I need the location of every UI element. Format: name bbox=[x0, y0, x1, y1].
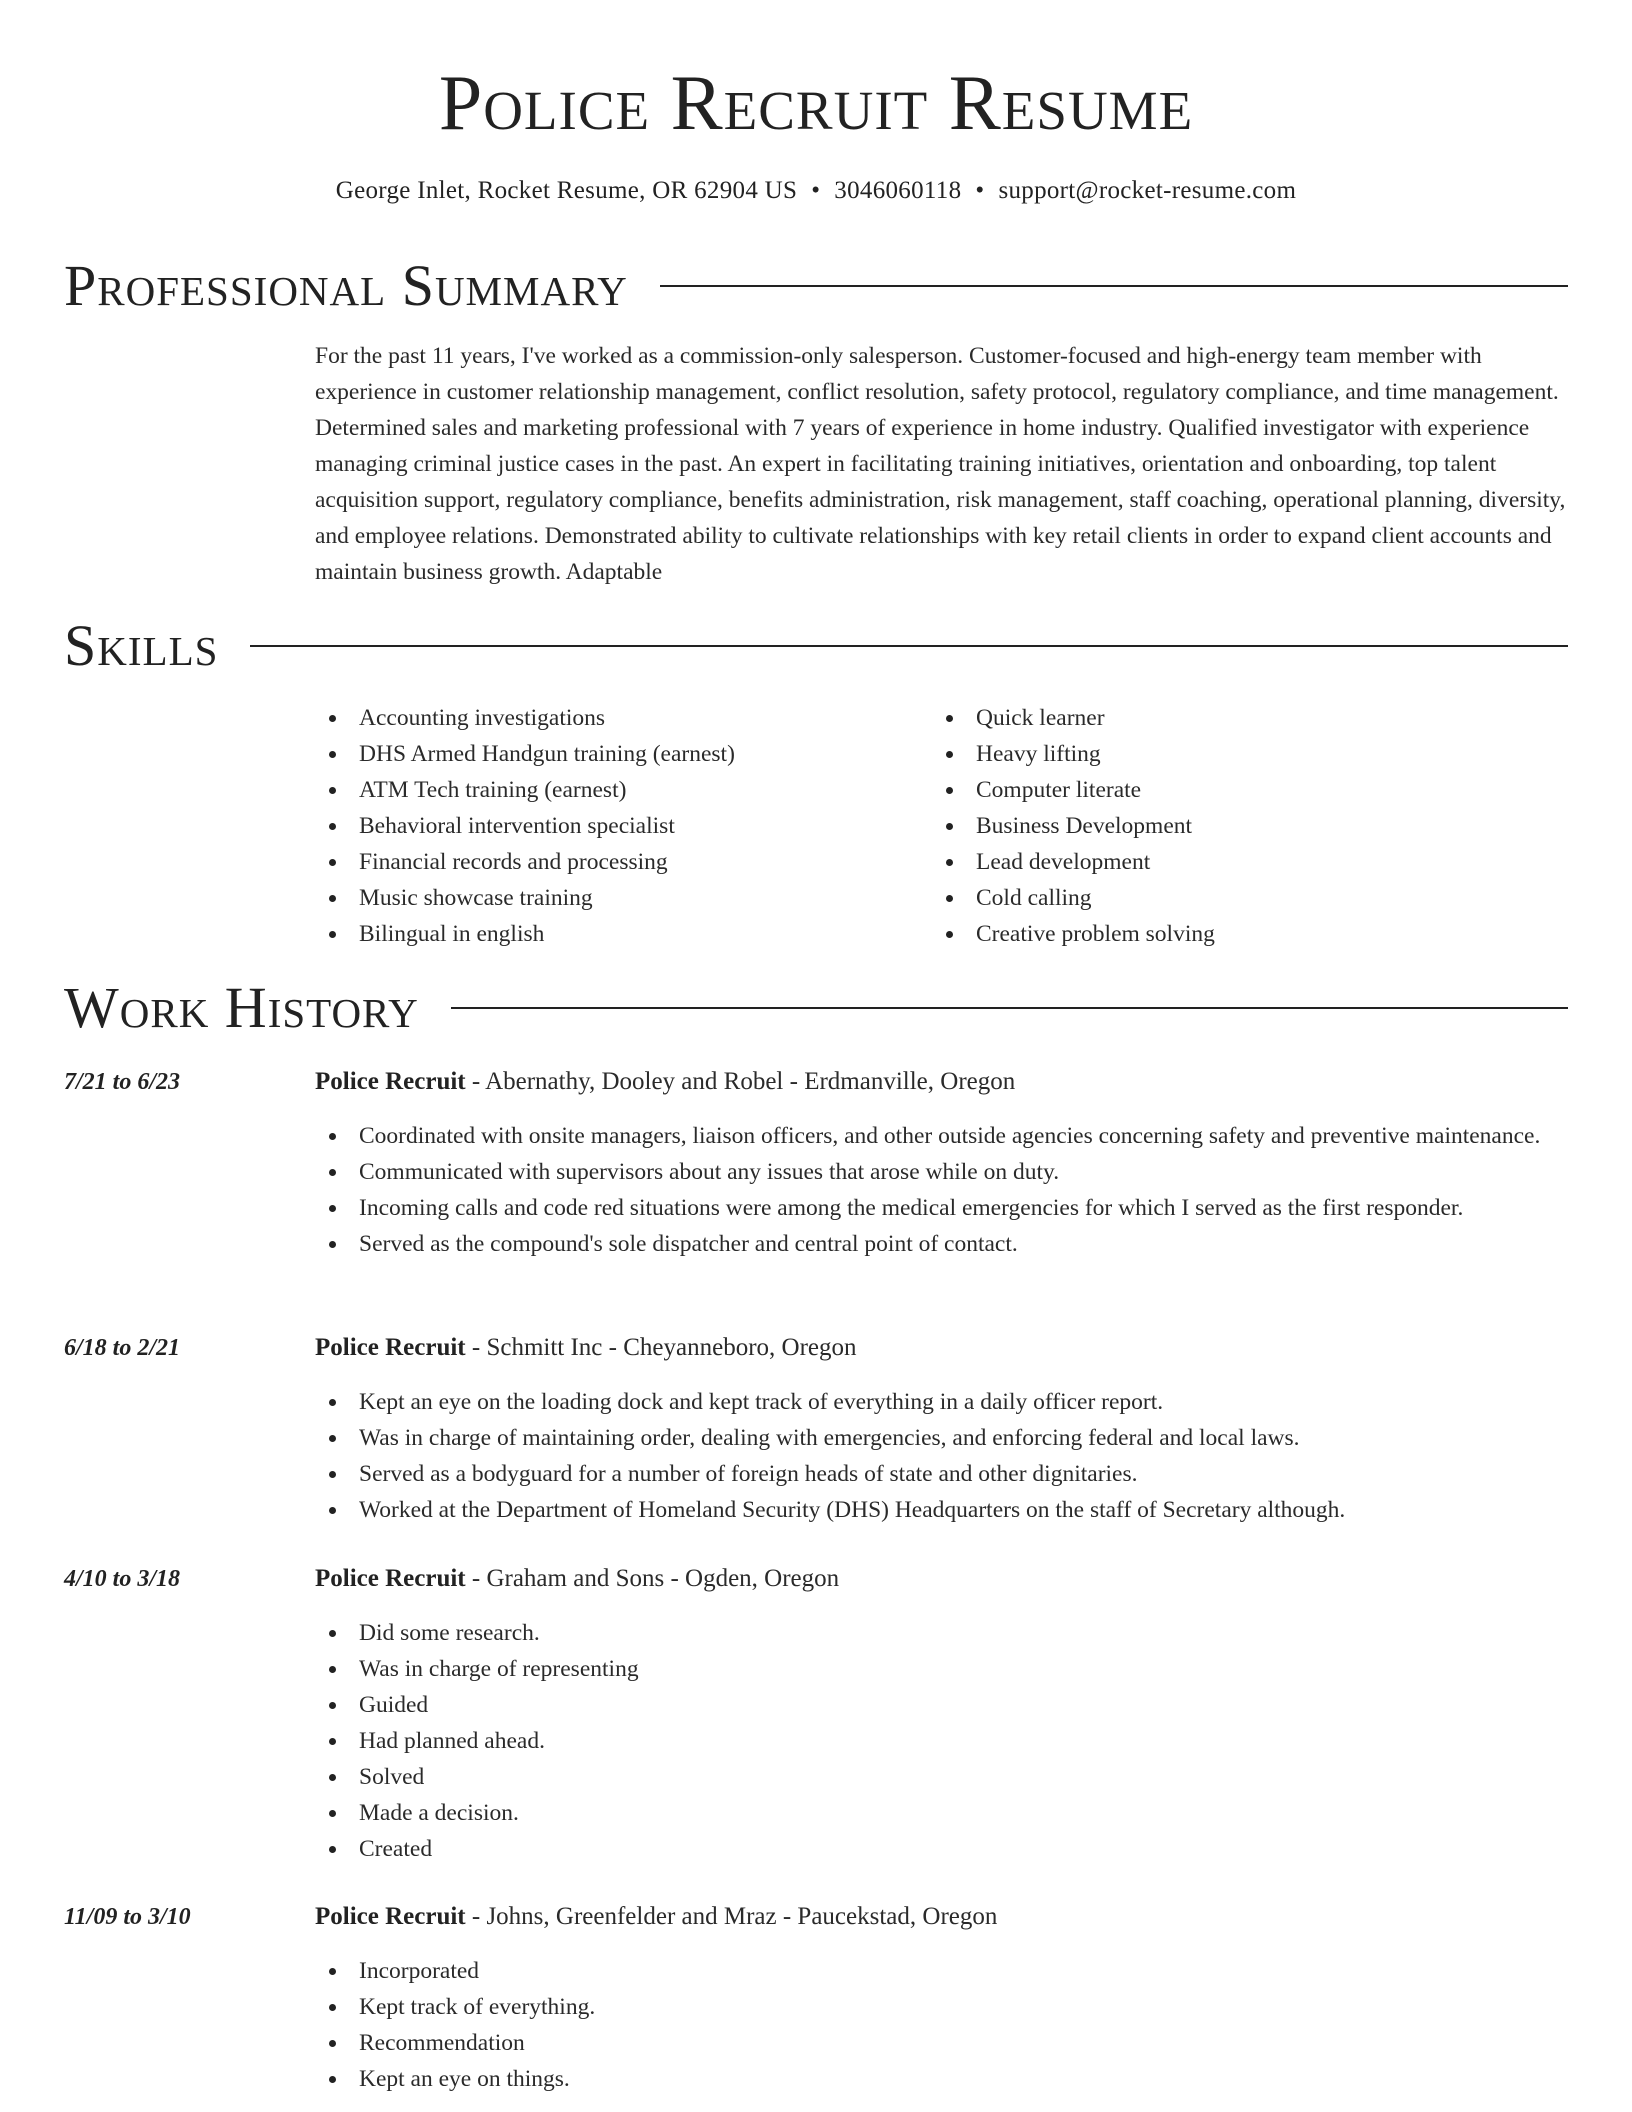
skill-item: DHS Armed Handgun training (earnest) bbox=[315, 736, 915, 772]
contact-address: George Inlet, Rocket Resume, OR 62904 US bbox=[335, 177, 798, 204]
summary-heading: Professional Summary bbox=[64, 253, 628, 318]
job-role: Police Recruit bbox=[315, 1565, 466, 1592]
job-heading bbox=[315, 1330, 857, 1366]
skill-item: Computer literate bbox=[932, 772, 1562, 808]
job-heading bbox=[315, 1064, 1015, 1100]
skills-heading: Skills bbox=[64, 613, 219, 678]
work-history-section-header bbox=[64, 976, 1568, 1040]
skills-section-header bbox=[64, 614, 1568, 678]
job-bullets bbox=[315, 1384, 1570, 1528]
job-employer: - Johns, Greenfelder and Mraz - Paucekstad, Oregon bbox=[465, 1903, 998, 1930]
job-dates: 11/09 to 3/10 bbox=[64, 1904, 191, 1930]
job-bullets bbox=[315, 1615, 1570, 1867]
contact-separator: • bbox=[975, 177, 985, 204]
job-bullet: Coordinated with onsite managers, liaison officers, and other outside agencies concerning safety and preventive maintenance. bbox=[315, 1118, 1570, 1154]
job-bullet: Kept an eye on the loading dock and kept track of everything in a daily officer report. bbox=[315, 1384, 1570, 1420]
section-divider bbox=[451, 1007, 1568, 1009]
job-bullet: Was in charge of maintaining order, dealing with emergencies, and enforcing federal and local laws. bbox=[315, 1420, 1570, 1456]
job-role: Police Recruit bbox=[315, 1068, 466, 1095]
job-dates: 4/10 to 3/18 bbox=[64, 1566, 181, 1592]
skill-item: Bilingual in english bbox=[315, 916, 915, 952]
summary-text: For the past 11 years, I've worked as a commission-only salesperson. Customer-focused and high-energy team member with experience in customer relationship management, conflict resolution, safety protocol, regulatory compliance, and time management. Determined sales and marketing professional with 7 years of experience in home industry. Qualified investigator with experience managing criminal justice cases in the past. An expert in facilitating training initiatives, orientation and onboarding, top talent acquisition support, regulatory compliance, benefits administration, risk management, staff coaching, operational planning, diversity, and employee relations. Demonstrated ability to cultivate relationships with key retail clients in order to expand client accounts and maintain business growth. Adaptable bbox=[315, 343, 1566, 585]
job-bullet: Was in charge of representing bbox=[315, 1651, 1570, 1687]
job-role: Police Recruit bbox=[315, 1903, 466, 1930]
skill-item: Accounting investigations bbox=[315, 700, 915, 736]
skill-item: Business Development bbox=[932, 808, 1562, 844]
job-bullet: Kept track of everything. bbox=[315, 1989, 1570, 2025]
work-history-heading: Work History bbox=[64, 975, 419, 1040]
job-bullet: Served as the compound's sole dispatcher and central point of contact. bbox=[315, 1226, 1570, 1262]
skill-item: Music showcase training bbox=[315, 880, 915, 916]
skill-item: Lead development bbox=[932, 844, 1562, 880]
job-bullet: Communicated with supervisors about any issues that arose while on duty. bbox=[315, 1154, 1570, 1190]
resume-title: Police Recruit Resume bbox=[438, 59, 1194, 146]
job-bullet: Created bbox=[315, 1831, 1570, 1867]
summary-section-header bbox=[64, 254, 1568, 318]
skills-list-left bbox=[315, 700, 915, 952]
section-divider bbox=[660, 285, 1568, 287]
job-employer: - Abernathy, Dooley and Robel - Erdmanville, Oregon bbox=[465, 1068, 1016, 1095]
job-bullets bbox=[315, 1118, 1570, 1262]
job-bullet: Kept an eye on things. bbox=[315, 2061, 1570, 2097]
job-dates: 6/18 to 2/21 bbox=[64, 1335, 181, 1361]
skill-item: Behavioral intervention specialist bbox=[315, 808, 915, 844]
job-employer: - Schmitt Inc - Cheyanneboro, Oregon bbox=[465, 1334, 857, 1361]
job-heading bbox=[315, 1561, 839, 1597]
skill-item: Heavy lifting bbox=[932, 736, 1562, 772]
job-bullet: Served as a bodyguard for a number of foreign heads of state and other dignitaries. bbox=[315, 1456, 1570, 1492]
skill-item: Creative problem solving bbox=[932, 916, 1562, 952]
contact-separator: • bbox=[811, 177, 821, 204]
job-bullets bbox=[315, 1953, 1570, 2097]
job-employer: - Graham and Sons - Ogden, Oregon bbox=[465, 1565, 840, 1592]
job-heading bbox=[315, 1899, 997, 1935]
contact-line bbox=[0, 174, 1632, 208]
job-bullet: Solved bbox=[315, 1759, 1570, 1795]
skills-list-right bbox=[932, 700, 1562, 952]
job-dates: 7/21 to 6/23 bbox=[64, 1069, 181, 1095]
contact-email: support@rocket-resume.com bbox=[998, 177, 1297, 204]
job-bullet: Guided bbox=[315, 1687, 1570, 1723]
skill-item: Financial records and processing bbox=[315, 844, 915, 880]
section-divider bbox=[250, 645, 1568, 647]
skill-item: Quick learner bbox=[932, 700, 1562, 736]
job-bullet: Recommendation bbox=[315, 2025, 1570, 2061]
job-bullet: Had planned ahead. bbox=[315, 1723, 1570, 1759]
skill-item: ATM Tech training (earnest) bbox=[315, 772, 915, 808]
contact-phone: 3046060118 bbox=[834, 177, 962, 204]
job-bullet: Made a decision. bbox=[315, 1795, 1570, 1831]
job-role: Police Recruit bbox=[315, 1334, 466, 1361]
job-bullet: Did some research. bbox=[315, 1615, 1570, 1651]
job-bullet: Incoming calls and code red situations were among the medical emergencies for which I served as the first responder. bbox=[315, 1190, 1570, 1226]
skill-item: Cold calling bbox=[932, 880, 1562, 916]
job-bullet: Incorporated bbox=[315, 1953, 1570, 1989]
job-bullet: Worked at the Department of Homeland Security (DHS) Headquarters on the staff of Secretary although. bbox=[315, 1492, 1570, 1528]
